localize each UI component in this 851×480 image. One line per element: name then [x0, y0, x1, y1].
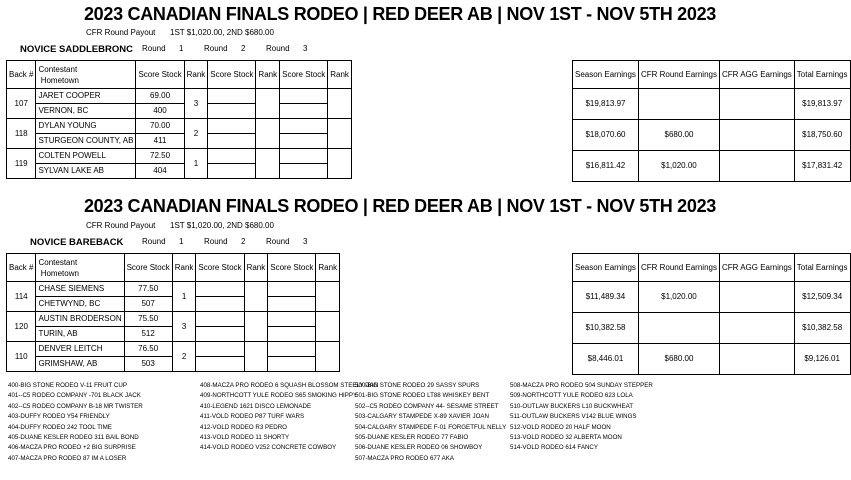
back-number: 118: [7, 119, 36, 149]
payout-value: 1ST $1,020.00, 2ND $680.00: [170, 28, 274, 37]
back-number: 114: [7, 282, 36, 312]
cfr-round-earnings: [638, 313, 719, 344]
rank-cell: [244, 282, 268, 312]
season-earnings: $19,813.97: [573, 89, 639, 120]
payout-value: 1ST $1,020.00, 2ND $680.00: [170, 221, 274, 230]
stock: 404: [136, 164, 184, 179]
rank-cell: [256, 149, 280, 179]
stock-cell: [280, 164, 328, 179]
total-earnings: $12,509.34: [794, 282, 850, 313]
stock-list-column: [355, 381, 506, 464]
stock-entry: 409-NORTHCOTT YULE RODEO S65 SMOKING HIPPY: [200, 392, 358, 400]
stock-cell: [208, 104, 256, 119]
stock-entry: 509-NORTHCOTT YULE RODEO 623 LOLA: [510, 392, 633, 400]
score: 69.00: [136, 89, 184, 104]
round-label: Round: [142, 237, 166, 246]
stock-entry: 407-MACZA PRO RODEO 87 IM A LOSER: [8, 454, 127, 462]
contestant-name: JARET COOPER: [36, 89, 136, 104]
back-number: 110: [7, 342, 36, 372]
round-number: 1: [179, 237, 184, 246]
stock-entry: 512-VOLD RODEO 20 HALF MOON: [510, 423, 611, 431]
contestant-name: CHASE SIEMENS: [36, 282, 124, 297]
stock-list-column: [510, 381, 653, 454]
stock: 512: [124, 327, 172, 342]
stock-entry: 414-VOLD RODEO V252 CONCRETE COWBOY: [200, 444, 337, 452]
round-label: Round: [266, 237, 290, 246]
stock: 411: [136, 134, 184, 149]
score: 76.50: [124, 342, 172, 357]
rank-cell: [316, 342, 340, 372]
stock-cell: [280, 134, 328, 149]
round-number: 3: [303, 44, 308, 53]
contestant-name: AUSTIN BRODERSON: [36, 312, 124, 327]
score-cell: [280, 119, 328, 134]
rank-cell: [316, 282, 340, 312]
stock-entry: 411-VOLD RODEO P87 TURF WARS: [200, 413, 305, 421]
stock-entry: 413-VOLD RODEO 11 SHORTY: [200, 434, 290, 442]
stock-entry: 410-LEGEND 1621 DISCO LEMONADE: [200, 402, 312, 410]
stock-entry: 502--C5 RODEO COMPANY 44- SESAME STREET: [355, 402, 499, 410]
stock-entry: 507-MACZA PRO RODEO 677 AKA: [355, 454, 455, 462]
stock-entry: 510-OUTLAW BUCKERS L10 BUCKWHEAT: [510, 402, 634, 410]
stock-list-column: [8, 381, 143, 464]
cfr-agg-earnings: [719, 344, 794, 375]
rank-cell: [316, 312, 340, 342]
stock-cell: [196, 297, 244, 312]
stock-cell: [268, 327, 316, 342]
stock-entry: 511-OUTLAW BUCKERS V142 BLUE WINGS: [510, 413, 637, 421]
stock-entry: 505-DUANE KESLER RODEO 77 FABIO: [355, 434, 469, 442]
header-rank: Rank: [184, 61, 208, 89]
stock-entry: 508-MACZA PRO RODEO 504 SUNDAY STEPPER: [510, 382, 653, 389]
header-total-earnings: Total Earnings: [794, 254, 850, 282]
stock-entry: 500-BIG STONE RODEO 29 SASSY SPURS: [355, 382, 480, 389]
header-cfr-agg-earnings: CFR AGG Earnings: [719, 254, 794, 282]
cfr-agg-earnings: [719, 89, 794, 120]
stock-cell: [208, 134, 256, 149]
stock-entry: 400-BIG STONE RODEO V-11 FRUIT CUP: [8, 382, 127, 389]
header-score-stock: Score Stock: [136, 61, 184, 89]
total-earnings: $10,382.58: [794, 313, 850, 344]
total-earnings: $17,831.42: [794, 151, 850, 182]
stock-cell: [196, 357, 244, 372]
header-rank: Rank: [172, 254, 196, 282]
cfr-round-earnings: $1,020.00: [638, 282, 719, 313]
score-cell: [208, 89, 256, 104]
contestant-name: DYLAN YOUNG: [36, 119, 136, 134]
score: 72.50: [136, 149, 184, 164]
stock-entry: 401--C5 RODEO COMPANY -701 BLACK JACK: [8, 392, 141, 400]
hometown: STURGEON COUNTY, AB: [36, 134, 136, 149]
stock-cell: [280, 104, 328, 119]
stock-entry: 514-VOLD RODEO 614 FANCY: [510, 444, 599, 452]
rank: 2: [184, 119, 208, 149]
header-cfr-round-earnings: CFR Round Earnings: [638, 61, 719, 89]
payout-label: CFR Round Payout: [86, 28, 156, 37]
rank-cell: [256, 89, 280, 119]
back-number: 120: [7, 312, 36, 342]
header-rank: Rank: [256, 61, 280, 89]
rank: 3: [172, 312, 196, 342]
score-cell: [268, 342, 316, 357]
hometown: GRIMSHAW, AB: [36, 357, 124, 372]
stock-cell: [196, 327, 244, 342]
payout-label: CFR Round Payout: [86, 221, 156, 230]
stock: 503: [124, 357, 172, 372]
header-score-stock: Score Stock: [124, 254, 172, 282]
score-cell: [196, 342, 244, 357]
cfr-agg-earnings: [719, 120, 794, 151]
header-rank: Rank: [316, 254, 340, 282]
header-score-stock: Score Stock: [196, 254, 244, 282]
season-earnings: $11,489.34: [573, 282, 639, 313]
season-earnings: $16,811.42: [573, 151, 639, 182]
header-score-stock: Score Stock: [268, 254, 316, 282]
stock-entry: 408-MACZA PRO RODEO 6 SQUASH BLOSSOM STEELY DAN: [200, 382, 379, 389]
header-rank: Rank: [328, 61, 352, 89]
section-title: 2023 CANADIAN FINALS RODEO | RED DEER AB | NOV 1ST - NOV 5TH 2023: [83, 4, 717, 24]
hometown: CHETWYND, BC: [36, 297, 124, 312]
round-label: Round: [204, 237, 228, 246]
event-name: NOVICE SADDLEBRONC: [20, 44, 133, 55]
stock-entry: 513-VOLD RODEO 32 ALBERTA MOON: [510, 434, 622, 442]
round-label: Round: [266, 44, 290, 53]
score-cell: [280, 89, 328, 104]
stock-entry: 412-VOLD RODEO R3 PEDRO: [200, 423, 287, 431]
results-table: [6, 253, 340, 372]
back-number: 107: [7, 89, 36, 119]
header-season-earnings: Season Earnings: [573, 254, 639, 282]
score-cell: [268, 312, 316, 327]
cfr-agg-earnings: [719, 151, 794, 182]
stock-entry: 506-DUANE KESLER RODEO 06 SHOWBOY: [355, 444, 483, 452]
section-title: 2023 CANADIAN FINALS RODEO | RED DEER AB | NOV 1ST - NOV 5TH 2023: [83, 196, 717, 216]
rank: 1: [172, 282, 196, 312]
cfr-agg-earnings: [719, 313, 794, 344]
header-contestant: Contestant Hometown: [36, 254, 124, 282]
stock-entry: 402--C5 RODEO COMPANY B-18 MR TWISTER: [8, 402, 143, 410]
header-contestant: Contestant Hometown: [36, 61, 136, 89]
back-number: 119: [7, 149, 36, 179]
season-earnings: $10,382.58: [573, 313, 639, 344]
rank-cell: [328, 119, 352, 149]
header-back: Back #: [7, 61, 36, 89]
round-label: Round: [204, 44, 228, 53]
round-number: 2: [241, 44, 246, 53]
cfr-agg-earnings: [719, 282, 794, 313]
header-cfr-agg-earnings: CFR AGG Earnings: [719, 61, 794, 89]
stock-list-column: [200, 381, 378, 454]
score-cell: [208, 149, 256, 164]
score-cell: [196, 312, 244, 327]
score: 77.50: [124, 282, 172, 297]
score-cell: [268, 282, 316, 297]
score: 75.50: [124, 312, 172, 327]
season-earnings: $8,446.01: [573, 344, 639, 375]
results-table: [6, 60, 352, 179]
stock-entry: 403-DUFFY RODEO Y54 FRIENDLY: [8, 413, 110, 421]
contestant-name: DENVER LEITCH: [36, 342, 124, 357]
round-label: Round: [142, 44, 166, 53]
stock-entry: 504-CALGARY STAMPEDE F-01 FORGETFUL NELLY: [355, 423, 507, 431]
stock-entry: 405-DUANE KESLER RODEO 311 BAIL BOND: [8, 434, 139, 442]
rank-cell: [244, 342, 268, 372]
rank-cell: [256, 119, 280, 149]
header-season-earnings: Season Earnings: [573, 61, 639, 89]
hometown: SYLVAN LAKE AB: [36, 164, 136, 179]
total-earnings: $18,750.60: [794, 120, 850, 151]
header-rank: Rank: [244, 254, 268, 282]
header-score-stock: Score Stock: [208, 61, 256, 89]
contestant-name: COLTEN POWELL: [36, 149, 136, 164]
total-earnings: $9,126.01: [794, 344, 850, 375]
stock: 507: [124, 297, 172, 312]
rank-cell: [328, 89, 352, 119]
stock-cell: [208, 164, 256, 179]
cfr-round-earnings: $1,020.00: [638, 151, 719, 182]
score-cell: [208, 119, 256, 134]
earnings-table: [572, 253, 851, 375]
cfr-round-earnings: $680.00: [638, 344, 719, 375]
cfr-round-earnings: $680.00: [638, 120, 719, 151]
season-earnings: $18,070.60: [573, 120, 639, 151]
stock: 400: [136, 104, 184, 119]
earnings-table: [572, 60, 851, 182]
header-score-stock: Score Stock: [280, 61, 328, 89]
stock-entry: 406-MACZA PRO RODEO +2 BIG SURPRISE: [8, 444, 136, 452]
score-cell: [196, 282, 244, 297]
hometown: VERNON, BC: [36, 104, 136, 119]
rank: 3: [184, 89, 208, 119]
header-back: Back #: [7, 254, 36, 282]
header-total-earnings: Total Earnings: [794, 61, 850, 89]
round-number: 2: [241, 237, 246, 246]
stock-entry: 501-BIG STONE RODEO LT88 WHISKEY BENT: [355, 392, 490, 400]
round-number: 1: [179, 44, 184, 53]
rank-cell: [244, 312, 268, 342]
round-number: 3: [303, 237, 308, 246]
header-cfr-round-earnings: CFR Round Earnings: [638, 254, 719, 282]
stock-entry: 404-DUFFY RODEO 242 TOOL TIME: [8, 423, 112, 431]
rank: 2: [172, 342, 196, 372]
score-cell: [280, 149, 328, 164]
stock-entry: 503-CALGARY STAMPEDE X-89 XAVIER JOAN: [355, 413, 489, 421]
event-name: NOVICE BAREBACK: [30, 237, 124, 248]
score: 70.00: [136, 119, 184, 134]
rank: 1: [184, 149, 208, 179]
rank-cell: [328, 149, 352, 179]
stock-cell: [268, 297, 316, 312]
stock-cell: [268, 357, 316, 372]
cfr-round-earnings: [638, 89, 719, 120]
hometown: TURIN, AB: [36, 327, 124, 342]
total-earnings: $19,813.97: [794, 89, 850, 120]
